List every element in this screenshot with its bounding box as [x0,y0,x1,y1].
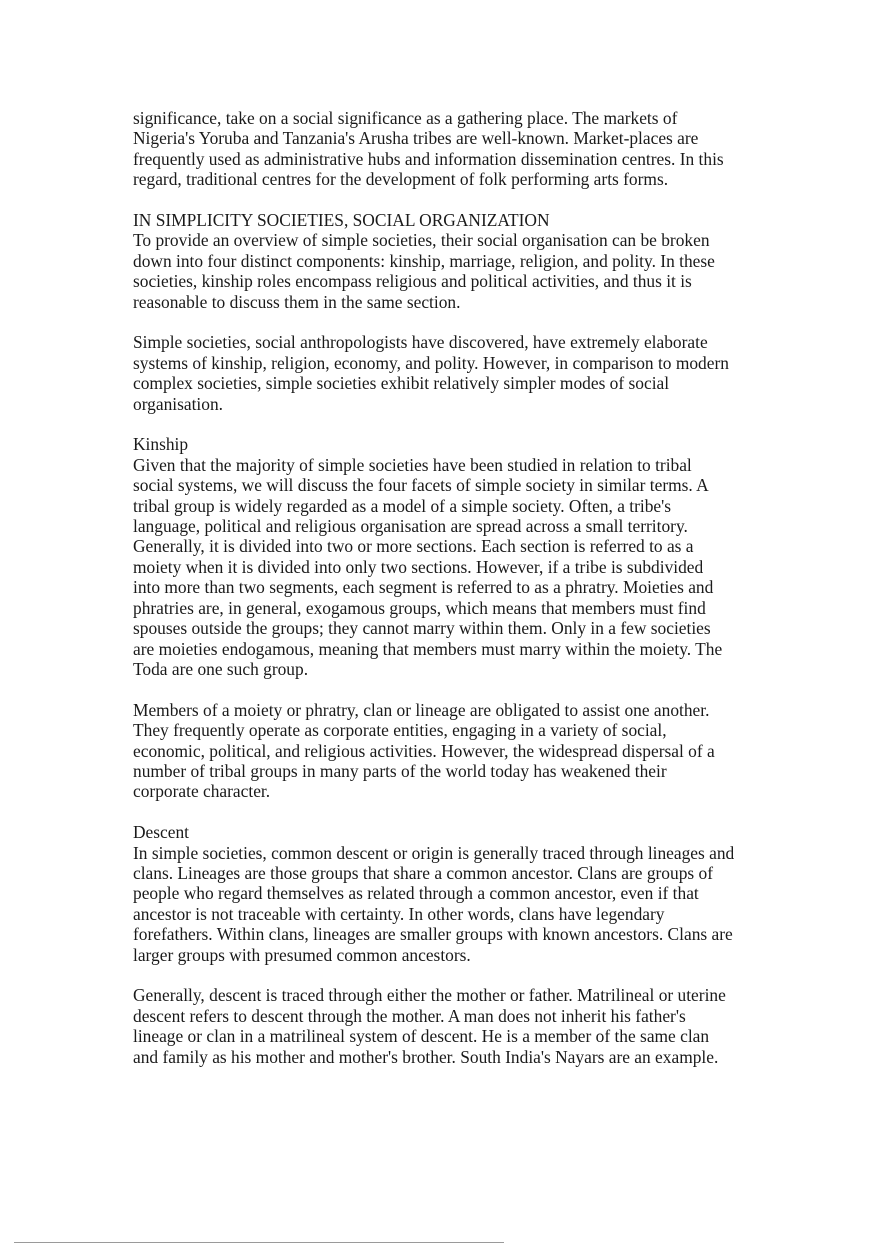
text-line: lineage or clan in a matrilineal system of descent. He is a member of the same clan [133,1026,710,1047]
text-line: organisation. [133,393,224,414]
text-line: Toda are one such group. [133,658,309,679]
text-line: Generally, it is divided into two or more sections. Each section is referred to as a [133,536,694,557]
section-heading: Kinship [133,434,189,455]
text-line: language, political and religious organisation are spread across a small territory. [133,516,688,537]
text-line: significance, take on a social significance as a gathering place. The markets of [133,108,678,128]
text-line: Members of a moiety or phratry, clan or lineage are obligated to assist one another. [133,699,710,720]
text-line: and family as his mother and mother's brother. South India's Nayars are an example. [133,1046,719,1067]
paragraph-simple-societies [133,332,753,414]
text-line: systems of kinship, religion, economy, and polity. However, in comparison to modern [133,352,729,373]
text-line: down into four distinct components: kinship, marriage, religion, and polity. In these [133,250,715,271]
text-line: In simple societies, common descent or origin is generally traced through lineages and [133,842,735,863]
text-line: complex societies, simple societies exhibit relatively simpler modes of social [133,373,670,394]
text-line: social systems, we will discuss the four facets of simple society in similar terms. A [133,475,709,496]
text-line: spouses outside the groups; they cannot marry within them. Only in a few societies [133,618,711,639]
text-line: Nigeria's Yoruba and Tanzania's Arusha tribes are well-known. Market-places are [133,128,699,149]
text-line: reasonable to discuss them in the same section. [133,291,461,312]
text-line: people who regard themselves as related through a common ancestor, even if that [133,883,699,904]
text-line: regard, traditional centres for the development of folk performing arts forms. [133,169,669,190]
text-line: Given that the majority of simple societies have been studied in relation to tribal [133,454,692,475]
text-line: forefathers. Within clans, lineages are smaller groups with known ancestors. Clans are [133,924,733,945]
section-social-organization [133,210,753,312]
section-heading: IN SIMPLICITY SOCIETIES, SOCIAL ORGANIZATION [133,210,550,231]
text-line: societies, kinship roles encompass religious and political activities, and thus it is [133,271,692,292]
section-kinship [133,434,753,679]
text-line: larger groups with presumed common ancestors. [133,944,471,965]
text-line: They frequently operate as corporate entities, engaging in a variety of social, [133,720,667,741]
section-heading: Descent [133,822,190,843]
section-descent [133,822,753,965]
footer-divider [14,1242,504,1243]
text-line: corporate character. [133,781,271,802]
text-line: frequently used as administrative hubs and information dissemination centres. In this [133,148,724,169]
text-line: descent refers to descent through the mother. A man does not inherit his father's [133,1005,686,1026]
text-line: economic, political, and religious activities. However, the widespread dispersal of a [133,740,715,761]
body-text [133,108,753,1067]
text-line: number of tribal groups in many parts of the world today has weakened their [133,760,667,781]
text-line: moiety when it is divided into only two sections. However, if a tribe is subdivided [133,556,704,577]
text-line: Simple societies, social anthropologists have discovered, have extremely elaborate [133,332,708,353]
text-line: phratries are, in general, exogamous groups, which means that members must find [133,597,706,618]
text-line: Generally, descent is traced through either the mother or father. Matrilineal or uterine [133,985,726,1006]
text-line: clans. Lineages are those groups that share a common ancestor. Clans are groups of [133,862,713,883]
text-line: tribal group is widely regarded as a model of a simple society. Often, a tribe's [133,495,672,516]
text-line: To provide an overview of simple societies, their social organisation can be broken [133,230,710,251]
text-line: are moieties endogamous, meaning that members must marry within the moiety. The [133,638,723,659]
text-line: ancestor is not traceable with certainty. In other words, clans have legendary [133,903,665,924]
text-line: into more than two segments, each segment is referred to as a phratry. Moieties and [133,577,714,598]
paragraph-moiety-members [133,700,753,802]
paragraph-matrilineal [133,985,753,1067]
paragraph-marketplaces [133,108,753,190]
